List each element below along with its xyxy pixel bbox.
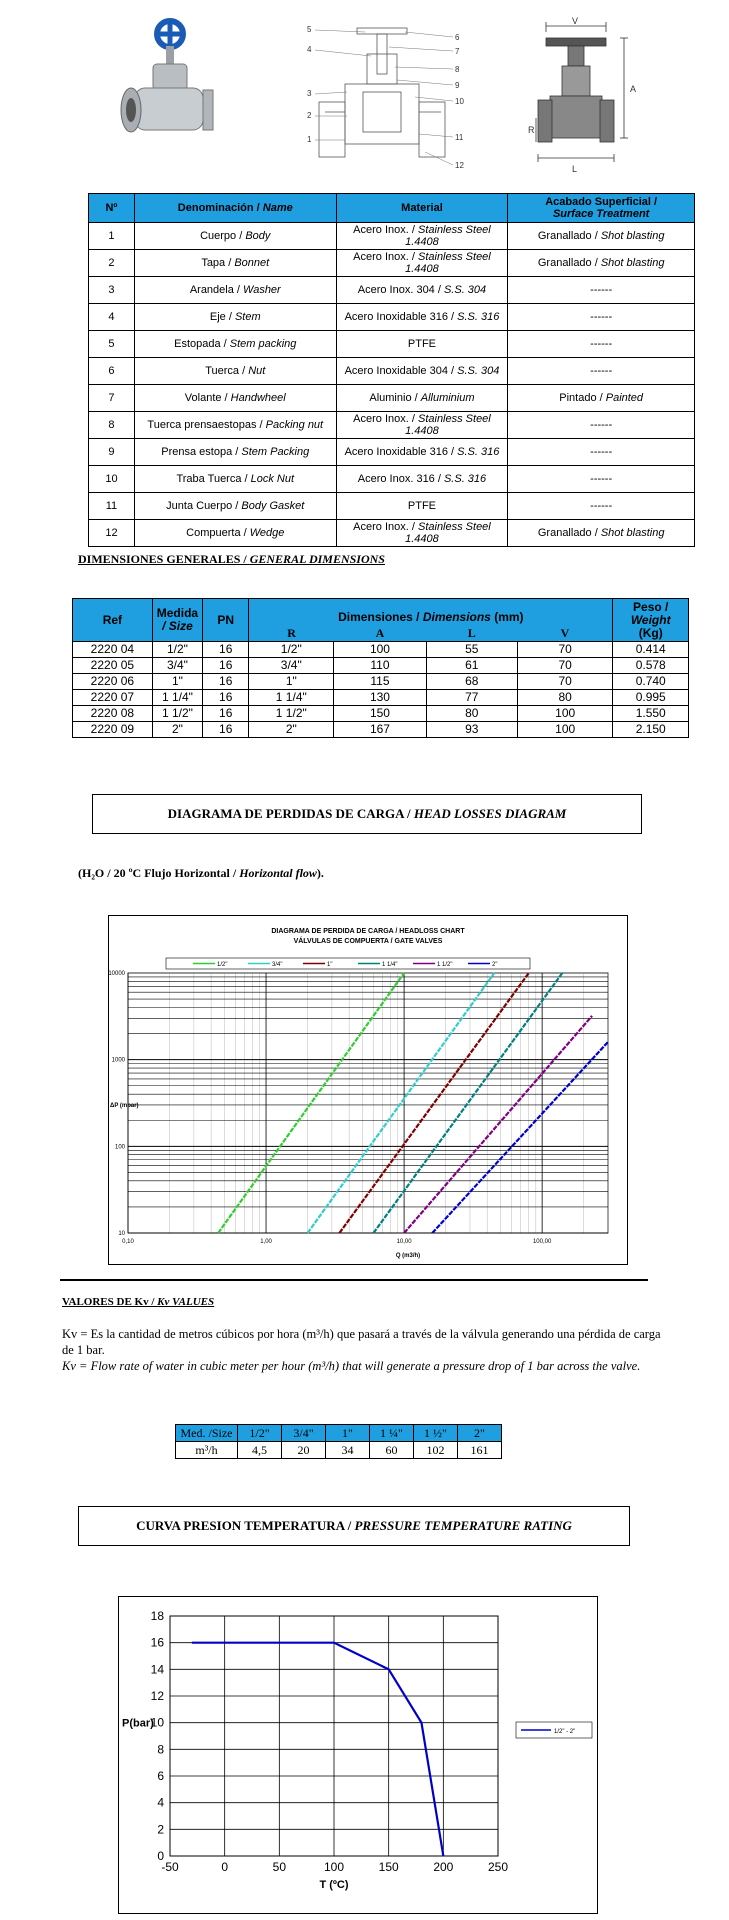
parts-row xyxy=(89,466,695,493)
legend-label: 1 1/2" xyxy=(437,962,453,968)
part-material: Acero Inox. / Stainless Steel 1.4408 xyxy=(336,520,508,547)
part-finish: ------ xyxy=(508,331,695,358)
headloss-chart xyxy=(108,915,628,1265)
dim-l: 80 xyxy=(426,706,517,722)
dim-size: 1 1/2" xyxy=(152,706,202,722)
parts-header-number: Nº xyxy=(89,194,135,223)
chart-subtitle: VÁLVULAS DE COMPUERTA / GATE VALVES xyxy=(293,938,443,945)
parts-row xyxy=(89,385,695,412)
x-tick-label: 100 xyxy=(323,1860,345,1874)
section-label-2: 2 xyxy=(307,111,312,120)
part-name: Traba Tuerca / Lock Nut xyxy=(134,466,336,493)
legend-label: 1" xyxy=(327,962,333,968)
part-name: Compuerta / Wedge xyxy=(134,520,336,547)
dim-size: 1 1/4" xyxy=(152,690,202,706)
kv-header-cell: 1 ½" xyxy=(414,1425,458,1442)
dim-pn: 16 xyxy=(203,674,249,690)
dim-pn: 16 xyxy=(203,690,249,706)
kv-definition-en: Kv = Flow rate of water in cubic meter per hour (m³/h) that will generate a pressure drop of 1 bar across the valve. xyxy=(62,1359,641,1373)
section-divider xyxy=(60,1279,648,1281)
part-number: 7 xyxy=(89,385,135,412)
dim-label-l: L xyxy=(572,164,578,174)
part-material: Acero Inox. / Stainless Steel 1.4408 xyxy=(336,223,508,250)
chart-frame xyxy=(119,1597,598,1914)
kv-value-cell: 20 xyxy=(282,1442,326,1459)
parts-header-name: Denominación / Name xyxy=(134,194,336,223)
dims-header-weight: Peso / Weight (Kg) xyxy=(613,599,689,642)
part-number: 10 xyxy=(89,466,135,493)
y-tick-label: 100 xyxy=(114,1144,125,1151)
y-tick-label: 18 xyxy=(150,1609,164,1623)
part-name: Tuerca / Nut xyxy=(134,358,336,385)
dim-v: 70 xyxy=(517,658,612,674)
parts-row xyxy=(89,439,695,466)
kv-value-cell: 60 xyxy=(370,1442,414,1459)
y-tick-label: 8 xyxy=(157,1742,164,1757)
kv-value-cell: m³/h xyxy=(176,1442,238,1459)
dims-sub-r: R xyxy=(249,626,334,642)
dimensions-row xyxy=(73,674,689,690)
part-number: 3 xyxy=(89,277,135,304)
dimensions-row xyxy=(73,722,689,738)
section-label-7: 7 xyxy=(455,47,460,56)
dims-sub-v: V xyxy=(517,626,612,642)
chart-title: DIAGRAMA DE PERDIDA DE CARGA / HEADLOSS CHART xyxy=(271,928,465,935)
dims-header-dimensions: Dimensiones / Dimensions (mm) xyxy=(249,599,613,626)
part-finish: Granallado / Shot blasting xyxy=(508,223,695,250)
dim-label-a: A xyxy=(630,84,637,94)
kv-header-cell: 1/2" xyxy=(238,1425,282,1442)
dim-weight: 0.414 xyxy=(613,642,689,658)
dims-sub-l: L xyxy=(426,626,517,642)
x-tick-label: 1,00 xyxy=(260,1239,272,1245)
y-tick-label: 10 xyxy=(150,1715,164,1730)
dim-a: 100 xyxy=(334,642,426,658)
dim-r: 2" xyxy=(249,722,334,738)
part-number: 8 xyxy=(89,412,135,439)
part-material: Acero Inoxidable 316 / S.S. 316 xyxy=(336,439,508,466)
section-label-3: 3 xyxy=(307,89,312,98)
part-finish: Granallado / Shot blasting xyxy=(508,250,695,277)
part-material: Acero Inoxidable 316 / S.S. 316 xyxy=(336,304,508,331)
x-tick-label: -50 xyxy=(161,1860,179,1874)
dim-v: 70 xyxy=(517,642,612,658)
x-tick-label: 50 xyxy=(272,1860,287,1874)
part-name: Junta Cuerpo / Body Gasket xyxy=(134,493,336,520)
x-axis-label: Q (m3/h) xyxy=(395,1253,421,1259)
parts-row xyxy=(89,223,695,250)
y-tick-label: 4 xyxy=(157,1795,164,1810)
head-losses-title: DIAGRAMA DE PERDIDAS DE CARGA / HEAD LOSSES DIAGRAM xyxy=(92,794,642,834)
part-finish: ------ xyxy=(508,277,695,304)
dim-weight: 0.995 xyxy=(613,690,689,706)
parts-header-finish: Acabado Superficial / Surface Treatment xyxy=(508,194,695,223)
kv-header-row xyxy=(176,1425,502,1442)
part-material: Acero Inoxidable 304 / S.S. 304 xyxy=(336,358,508,385)
dim-size: 3/4" xyxy=(152,658,202,674)
pt-chart xyxy=(118,1596,598,1914)
dim-v: 80 xyxy=(517,690,612,706)
section-label-5: 5 xyxy=(307,25,312,34)
part-name: Eje / Stem xyxy=(134,304,336,331)
part-finish: ------ xyxy=(508,439,695,466)
y-tick-label: 10 xyxy=(118,1231,125,1237)
kv-header-cell: Med. /Size xyxy=(176,1425,238,1442)
dim-r: 1 1/4" xyxy=(249,690,334,706)
y-tick-label: 12 xyxy=(150,1689,164,1703)
dim-ref: 2220 08 xyxy=(73,706,153,722)
dim-ref: 2220 04 xyxy=(73,642,153,658)
section-label-1: 1 xyxy=(307,135,312,144)
part-name: Tapa / Bonnet xyxy=(134,250,336,277)
part-finish: Granallado / Shot blasting xyxy=(508,520,695,547)
kv-value-cell: 161 xyxy=(458,1442,502,1459)
legend-label: 1 1/4" xyxy=(382,962,398,968)
dimensions-row xyxy=(73,706,689,722)
parts-row xyxy=(89,304,695,331)
dim-weight: 2.150 xyxy=(613,722,689,738)
y-tick-label: 0 xyxy=(157,1849,164,1863)
part-finish: ------ xyxy=(508,493,695,520)
part-name: Tuerca prensaestopas / Packing nut xyxy=(134,412,336,439)
dim-a: 150 xyxy=(334,706,426,722)
dim-ref: 2220 07 xyxy=(73,690,153,706)
kv-header-cell: 3/4" xyxy=(282,1425,326,1442)
dim-weight: 0.578 xyxy=(613,658,689,674)
dim-weight: 1.550 xyxy=(613,706,689,722)
y-tick-label: 1000 xyxy=(111,1057,125,1064)
parts-row xyxy=(89,493,695,520)
kv-table xyxy=(175,1424,502,1459)
parts-header-row xyxy=(89,194,695,223)
dim-r: 1 1/2" xyxy=(249,706,334,722)
kv-value-cell: 4,5 xyxy=(238,1442,282,1459)
section-label-12: 12 xyxy=(455,161,464,170)
x-tick-label: 0,10 xyxy=(122,1239,134,1245)
dim-pn: 16 xyxy=(203,706,249,722)
part-name: Prensa estopa / Stem Packing xyxy=(134,439,336,466)
dimensions-row xyxy=(73,658,689,674)
part-material: Acero Inox. 304 / S.S. 304 xyxy=(336,277,508,304)
dims-sub-a: A xyxy=(334,626,426,642)
x-tick-label: 150 xyxy=(378,1860,399,1874)
legend-label: 1/2" - 2" xyxy=(554,1729,576,1735)
part-material: Aluminio / Alluminium xyxy=(336,385,508,412)
y-tick-label: 14 xyxy=(150,1662,164,1677)
parts-row xyxy=(89,277,695,304)
dim-a: 130 xyxy=(334,690,426,706)
parts-row xyxy=(89,412,695,439)
kv-value-row xyxy=(176,1442,502,1459)
part-number: 2 xyxy=(89,250,135,277)
dim-label-r: R xyxy=(528,125,535,135)
kv-value-cell: 102 xyxy=(414,1442,458,1459)
dim-l: 61 xyxy=(426,658,517,674)
x-tick-label: 250 xyxy=(487,1860,509,1874)
dim-a: 167 xyxy=(334,722,426,738)
dim-r: 3/4" xyxy=(249,658,334,674)
part-number: 1 xyxy=(89,223,135,250)
dim-r: 1/2" xyxy=(249,642,334,658)
dim-v: 70 xyxy=(517,674,612,690)
dims-header-size: Medida / Size xyxy=(152,599,202,642)
dims-header-pn: PN xyxy=(203,599,249,642)
dim-a: 115 xyxy=(334,674,426,690)
part-finish: ------ xyxy=(508,304,695,331)
part-name: Volante / Handwheel xyxy=(134,385,336,412)
y-axis-label: ΔP (mbar) xyxy=(110,1102,139,1109)
part-number: 6 xyxy=(89,358,135,385)
kv-definition-es: Kv = Es la cantidad de metros cúbicos por hora (m³/h) que pasará a través de la válvula generando una pérdida de carga de 1 bar. xyxy=(62,1327,661,1357)
dim-label-v: V xyxy=(572,16,579,26)
dims-header-ref: Ref xyxy=(73,599,153,642)
y-axis-label: P(bar) xyxy=(122,1717,154,1730)
dimensions-table xyxy=(72,598,689,738)
y-tick-label: 10000 xyxy=(108,971,125,977)
legend-label: 3/4" xyxy=(272,962,283,968)
legend-label: 1/2" xyxy=(217,962,228,968)
section-label-8: 8 xyxy=(455,65,460,74)
section-label-6: 6 xyxy=(455,33,460,42)
dim-ref: 2220 06 xyxy=(73,674,153,690)
x-axis-label: T (ºC) xyxy=(319,1879,349,1891)
part-number: 12 xyxy=(89,520,135,547)
section-label-9: 9 xyxy=(455,81,460,90)
legend-label: 2" xyxy=(492,962,498,968)
part-number: 4 xyxy=(89,304,135,331)
dim-v: 100 xyxy=(517,706,612,722)
dim-size: 1/2" xyxy=(152,642,202,658)
section-label-10: 10 xyxy=(455,97,464,106)
parts-row xyxy=(89,358,695,385)
parts-row xyxy=(89,250,695,277)
kv-header-cell: 2" xyxy=(458,1425,502,1442)
part-finish: ------ xyxy=(508,466,695,493)
part-number: 5 xyxy=(89,331,135,358)
y-tick-label: 2 xyxy=(157,1822,164,1837)
y-tick-label: 16 xyxy=(150,1635,164,1650)
parts-row xyxy=(89,331,695,358)
parts-row xyxy=(89,520,695,547)
parts-table xyxy=(88,193,695,547)
kv-title: VALORES DE Kv / Kv VALUES xyxy=(62,1296,215,1308)
dimensions-row xyxy=(73,642,689,658)
x-tick-label: 200 xyxy=(433,1860,454,1874)
dim-weight: 0.740 xyxy=(613,674,689,690)
dimensions-title: DIMENSIONES GENERALES / GENERAL DIMENSIONS xyxy=(78,552,385,566)
section-label-4: 4 xyxy=(307,45,312,54)
x-tick-label: 10,00 xyxy=(396,1239,412,1245)
part-material: PTFE xyxy=(336,331,508,358)
part-number: 9 xyxy=(89,439,135,466)
part-name: Arandela / Washer xyxy=(134,277,336,304)
kv-header-cell: 1" xyxy=(326,1425,370,1442)
dim-l: 93 xyxy=(426,722,517,738)
part-number: 11 xyxy=(89,493,135,520)
dim-size: 1" xyxy=(152,674,202,690)
dim-r: 1" xyxy=(249,674,334,690)
pt-title: CURVA PRESION TEMPERATURA / PRESSURE TEMPERATURE RATING xyxy=(78,1506,630,1546)
part-finish: Pintado / Painted xyxy=(508,385,695,412)
dim-l: 77 xyxy=(426,690,517,706)
part-finish: ------ xyxy=(508,358,695,385)
dim-pn: 16 xyxy=(203,642,249,658)
dim-l: 55 xyxy=(426,642,517,658)
valve-section-drawing xyxy=(305,22,470,172)
dim-size: 2" xyxy=(152,722,202,738)
kv-value-cell: 34 xyxy=(326,1442,370,1459)
kv-header-cell: 1 ¼" xyxy=(370,1425,414,1442)
flow-conditions: (H₂O / 20 ºC Flujo Horizontal / Horizontal flow). xyxy=(78,866,324,880)
part-finish: ------ xyxy=(508,412,695,439)
part-material: Acero Inox. / Stainless Steel 1.4408 xyxy=(336,412,508,439)
part-name: Estopada / Stem packing xyxy=(134,331,336,358)
dim-ref: 2220 05 xyxy=(73,658,153,674)
part-material: Acero Inox. / Stainless Steel 1.4408 xyxy=(336,250,508,277)
dim-a: 110 xyxy=(334,658,426,674)
valve-photo xyxy=(115,18,215,158)
part-material: Acero Inox. 316 / S.S. 316 xyxy=(336,466,508,493)
y-tick-label: 6 xyxy=(157,1769,164,1783)
x-tick-label: 0 xyxy=(221,1860,229,1874)
dim-pn: 16 xyxy=(203,722,249,738)
dim-pn: 16 xyxy=(203,658,249,674)
x-tick-label: 100,00 xyxy=(532,1239,552,1245)
section-label-11: 11 xyxy=(455,133,464,142)
part-name: Cuerpo / Body xyxy=(134,223,336,250)
parts-header-material: Material xyxy=(336,194,508,223)
dim-ref: 2220 09 xyxy=(73,722,153,738)
dimensions-row xyxy=(73,690,689,706)
part-material: PTFE xyxy=(336,493,508,520)
dim-l: 68 xyxy=(426,674,517,690)
dim-v: 100 xyxy=(517,722,612,738)
valve-outline-drawing xyxy=(528,16,662,178)
